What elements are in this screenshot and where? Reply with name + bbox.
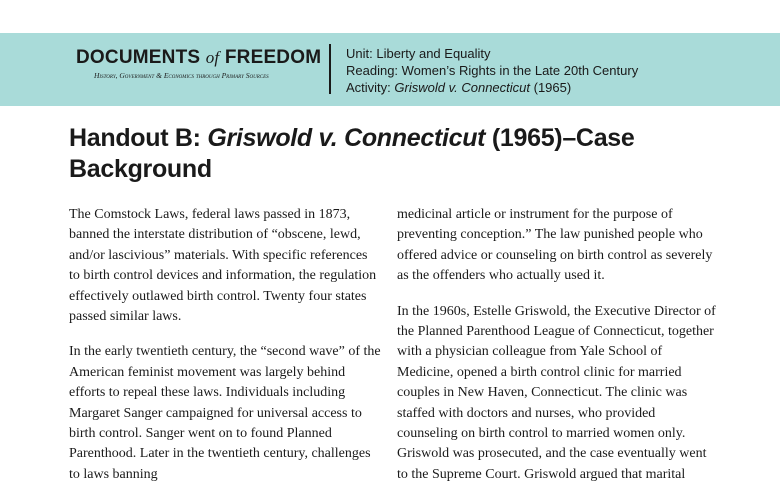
- header-meta: [346, 45, 638, 96]
- unit-label: Unit: Liberty and Equality: [346, 46, 491, 61]
- left-column: [69, 205, 381, 500]
- brand-title: DOCUMENTS of FREEDOM: [76, 47, 322, 68]
- paragraph: In the 1960s, Estelle Griswold, the Executive Director of the Planned Parenthood League of Connecticut, together with a physician colleague from Yale School of Medicine, opened a birth control clinic for married couples in New Haven, Connecticut. The clinic was staffed with doctors and nurses, who provided counseling on birth control to married women only. Griswold was prosecuted, and the case eventually went to the Supreme Court. Griswold argued that marital: [397, 303, 716, 482]
- activity-label: Activity: Griswold v. Connecticut (1965): [346, 80, 572, 95]
- header-banner: [0, 33, 780, 106]
- paragraph: In the early twentieth century, the “second wave” of the American feminist movement was largely behind efforts to repeal these laws. Individuals including Margaret Sanger campaigned for universal access to birth control. Sanger went on to found Planned Parenthood. Later in the twentieth century, challenges to laws banning: [69, 344, 381, 482]
- page-title: Handout B: Griswold v. Connecticut (1965)–Case Background: [69, 124, 635, 183]
- reading-label: Reading: Women’s Rights in the Late 20th Century: [346, 63, 639, 78]
- header-divider: [329, 44, 331, 94]
- brand-tagline: History, Government & Economics through Primary Sources: [94, 71, 269, 80]
- brand-logo[interactable]: [76, 47, 322, 80]
- paragraph: medicinal article or instrument for the purpose of preventing conception.” The law punished people who offered advice or counseling on birth control as severely as the offenders who actually used it.: [397, 207, 713, 284]
- paragraph: The Comstock Laws, federal laws passed in 1873, banned the interstate distribution of “obscene, lewd, and/or lascivious” materials. With specific references to birth control devices and information, the regulation effectively outlawed birth control. Twenty four states passed similar laws.: [69, 207, 377, 325]
- right-column: [397, 205, 717, 500]
